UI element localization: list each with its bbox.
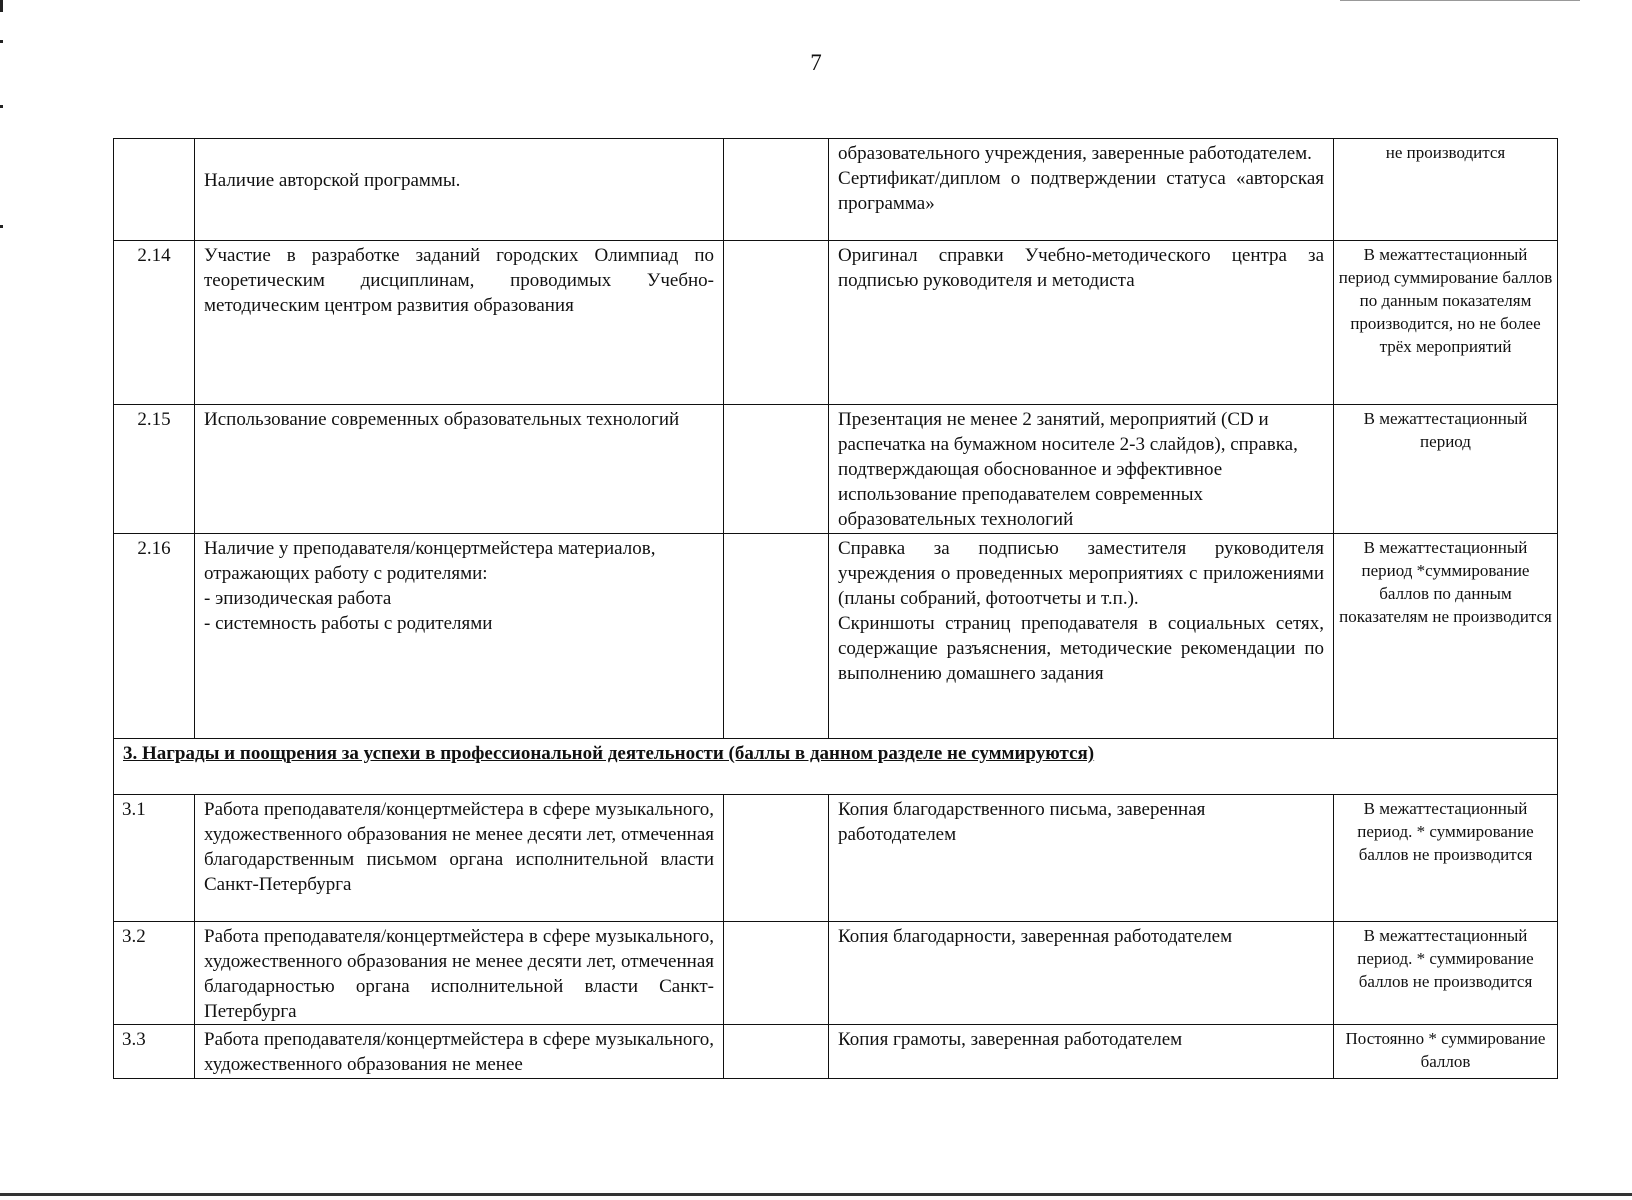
criterion-cell: Использование современных образовательных технологий [195,405,724,534]
evidence-cell [829,534,1334,739]
evidence-cell: Копия грамоты, заверенная работодателем [829,1025,1334,1079]
criterion-cell: Работа преподавателя/концертмейстера в сфере музыкального, художественного образования не менее десяти лет, отмеченная благодарностью органа исполнительной власти Санкт-Петербурга [195,922,724,1025]
scan-edge-mark [0,225,3,228]
score-cell [724,405,829,534]
note-cell: В межаттестационный период *суммирование баллов по данным показателям не производится [1334,534,1558,739]
row-number: 3.3 [114,1025,195,1079]
criterion-text: Наличие авторской программы. [204,170,461,191]
scan-edge-mark [0,105,3,108]
criterion-cell [195,534,724,739]
table-row [114,139,1558,241]
score-cell [724,1025,829,1079]
section-heading-row [114,739,1558,795]
scan-edge-mark [0,40,3,43]
criteria-table [113,138,1558,1079]
row-number: 3.2 [114,922,195,1025]
score-cell [724,139,829,241]
section-heading-cell [114,739,1558,795]
section-title: 3. Награды и поощрения за успехи в профессиональной деятельности (баллы в данном разделе не суммируются) [123,743,1095,764]
evidence-text: Сертификат/диплом о подтверждении статуса «авторская программа» [838,168,1324,214]
score-cell [724,241,829,405]
note-cell: В межаттестационный период суммирование баллов по данным показателям производится, но не более трёх мероприятий [1334,241,1558,405]
note-cell: не производится [1334,139,1558,241]
row-number: 2.14 [114,241,195,405]
criterion-cell [195,139,724,241]
row-number: 2.16 [114,534,195,739]
table-row [114,405,1558,534]
row-number [114,139,195,241]
criterion-text: - системность работы с родителями [204,613,493,634]
note-cell: В межаттестационный период. * суммирование баллов не производится [1334,795,1558,922]
page-number: 7 [810,50,822,75]
table-row [114,922,1558,1025]
criterion-cell: Работа преподавателя/концертмейстера в сфере музыкального, художественного образования не менее [195,1025,724,1079]
evidence-text: образовательного учреждения, заверенные работодателем. [838,143,1312,164]
evidence-cell [829,139,1334,241]
score-cell [724,795,829,922]
criterion-text: - эпизодическая работа [204,588,392,609]
table-row [114,1025,1558,1079]
table-row [114,241,1558,405]
scan-edge-mark [0,0,3,12]
scan-artifact-top [1340,0,1580,1]
note-cell: В межаттестационный период [1334,405,1558,534]
evidence-cell: Презентация не менее 2 занятий, мероприятий (CD и распечатка на бумажном носителе 2-3 слайдов), справка, подтверждающая обоснованное и эффективное использование преподавателем современных образовательных технологий [829,405,1334,534]
table-row [114,795,1558,922]
note-cell: В межаттестационный период. * суммирование баллов не производится [1334,922,1558,1025]
evidence-cell: Копия благодарности, заверенная работодателем [829,922,1334,1025]
criterion-cell: Участие в разработке заданий городских Олимпиад по теоретическим дисциплинам, проводимых Учебно-методическим центром развития образования [195,241,724,405]
score-cell [724,534,829,739]
note-cell: Постоянно * суммирование баллов [1334,1025,1558,1079]
evidence-text: Справка за подписью заместителя руководителя учреждения о проведенных мероприятиях с приложениями (планы собраний, фотоотчеты и т.п.). [838,538,1324,609]
criterion-text: Наличие у преподавателя/концертмейстера материалов, отражающих работу с родителями: [204,538,656,584]
evidence-cell: Оригинал справки Учебно-методического центра за подписью руководителя и методиста [829,241,1334,405]
table-row [114,534,1558,739]
row-number: 2.15 [114,405,195,534]
score-cell [724,922,829,1025]
row-number: 3.1 [114,795,195,922]
evidence-text: Скриншоты страниц преподавателя в социальных сетях, содержащие разъяснения, методические рекомендации по выполнению домашнего задания [838,613,1324,684]
criterion-cell: Работа преподавателя/концертмейстера в сфере музыкального, художественного образования не менее десяти лет, отмеченная благодарственным письмом органа исполнительной власти Санкт-Петербурга [195,795,724,922]
scan-artifact-bottom-line [0,1193,1632,1196]
evidence-cell: Копия благодарственного письма, заверенная работодателем [829,795,1334,922]
